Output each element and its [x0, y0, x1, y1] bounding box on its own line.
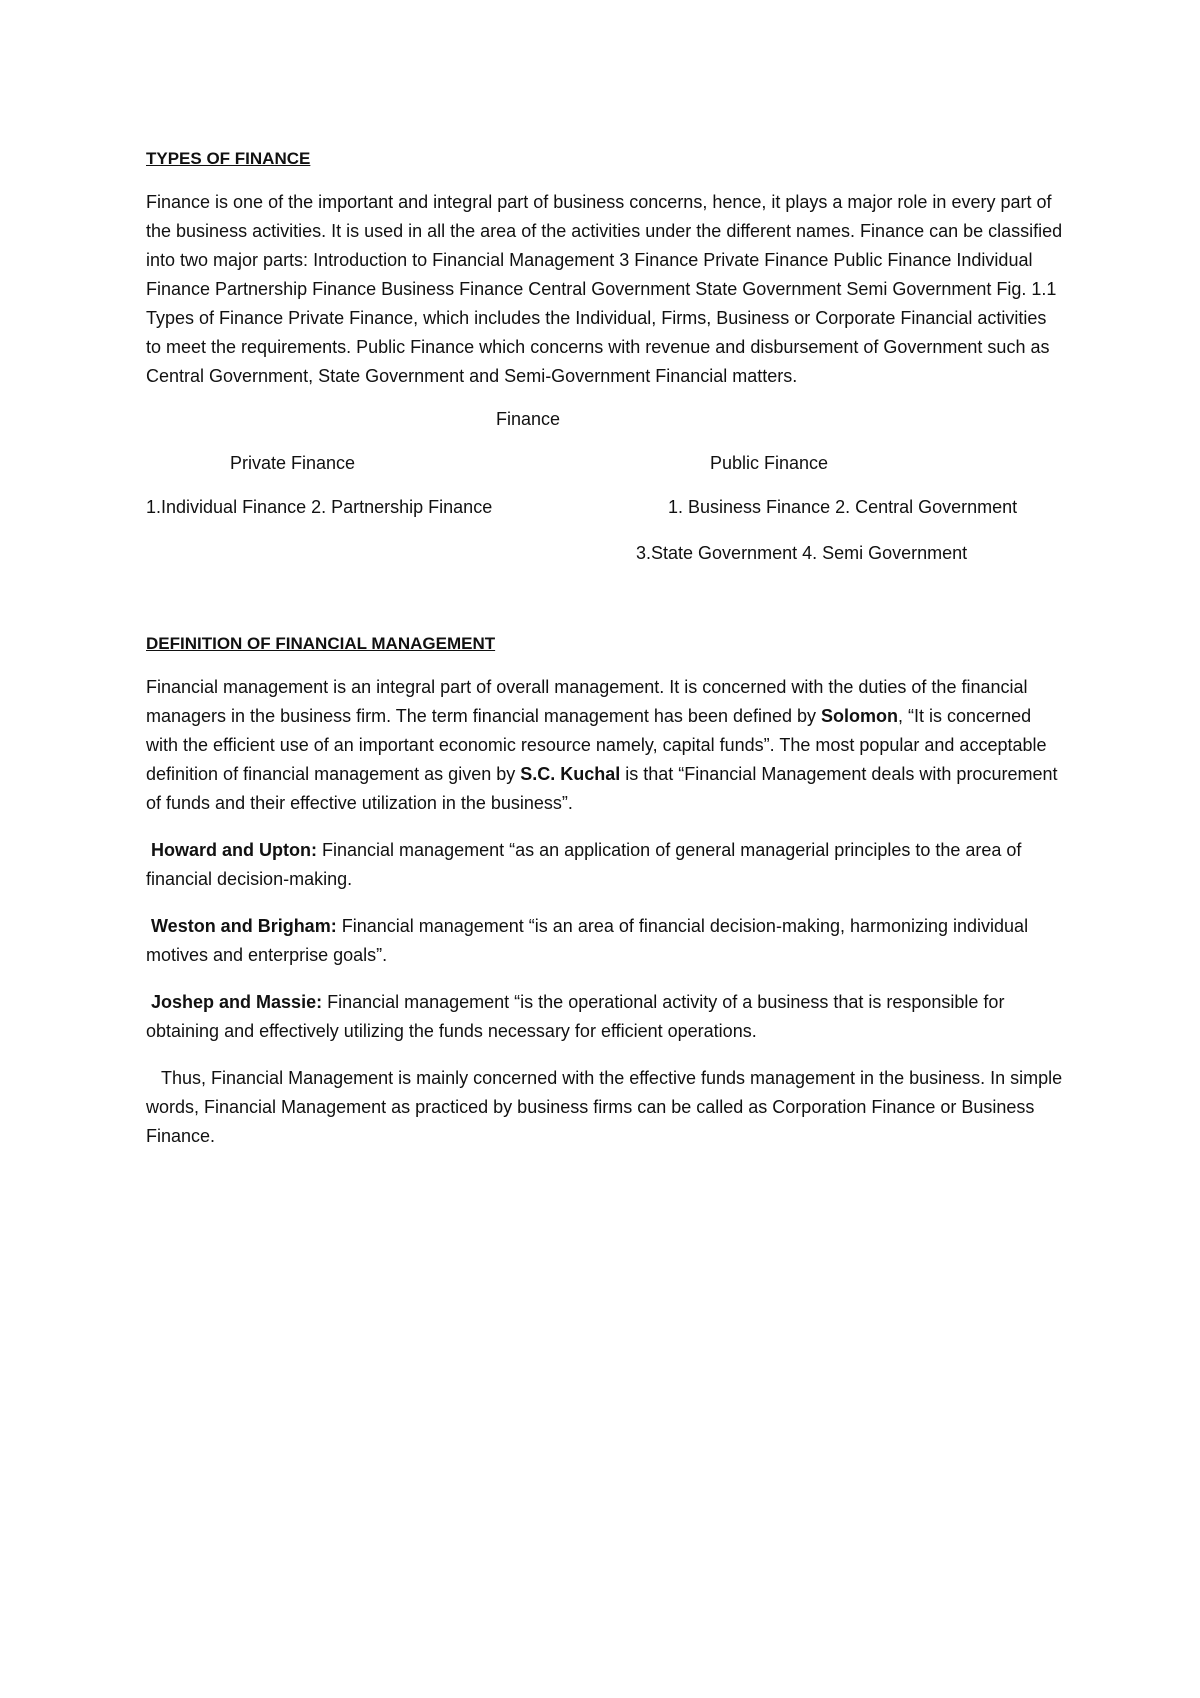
joshep-massie-text: Financial management “is the operational activity of a business that is responsible for obtaining and effectively utilizing the funds necessary for efficient operations. — [146, 992, 1005, 1041]
diagram-public-items-line1: 1. Business Finance 2. Central Government — [668, 497, 1018, 517]
document-content — [146, 146, 1066, 1151]
author-sc-kuchal: S.C. Kuchal — [520, 764, 621, 784]
types-of-finance-paragraph: Finance is one of the important and integral part of business concerns, hence, it plays a major role in every part of the business activities. It is used in all the area of the activities under the different names. Finance can be classified into two major parts: Introduction to Financial Management 3 Finance Private Finance Public Finance Individual Finance Partnership Finance Business Finance Central Government State Government Semi Government Fig. 1.1 Types of Finance Private Finance, which includes the Individual, Firms, Business or Corporate Financial activities to meet the requirements. Public Finance which concerns with revenue and disbursement of Government such as Central Government, State Government and Semi-Government Financial matters. — [146, 192, 1063, 386]
diagram-private-items: 1.Individual Finance 2. Partnership Finance — [146, 497, 493, 517]
definition-text-a: Financial management is an integral part of overall management. It is concerned with the duties of the financial managers in the business firm. The term financial management has been defined by — [146, 677, 1028, 726]
weston-brigham-text: Financial management “is an area of financial decision-making, harmonizing individual motives and enterprise goals”. — [146, 916, 1029, 965]
section-heading-definition: DEFINITION OF FINANCIAL MANAGEMENT — [146, 634, 496, 653]
definition-text-b: , “It is concerned with the efficient use of an important economic resource namely, capital funds”. The most popular and acceptable definition of financial management as given by — [146, 706, 1047, 784]
diagram-private-finance: Private Finance — [230, 453, 356, 473]
author-solomon: Solomon — [821, 706, 899, 726]
author-howard-upton: Howard and Upton: — [151, 840, 317, 860]
finance-classification-diagram — [146, 391, 1066, 631]
section-heading-types-of-finance: TYPES OF FINANCE — [146, 149, 311, 168]
definition-howard-upton — [146, 836, 1066, 894]
author-joshep-massie: Joshep and Massie: — [151, 992, 323, 1012]
diagram-public-finance: Public Finance — [710, 453, 829, 473]
author-weston-brigham: Weston and Brigham: — [151, 916, 337, 936]
conclusion-paragraph — [146, 1064, 1066, 1151]
howard-upton-text: Financial management “as an application of general managerial principles to the area of financial decision-making. — [146, 840, 1022, 889]
definition-weston-brigham — [146, 912, 1066, 970]
conclusion-text: Thus, Financial Management is mainly concerned with the effective funds management in the business. In simple words, Financial Management as practiced by business firms can be called as Corporation Finance or Business Finance. — [146, 1068, 1063, 1146]
definition-paragraph — [146, 673, 1066, 818]
diagram-root-finance: Finance — [496, 409, 561, 429]
diagram-public-items-line2: 3.State Government 4. Semi Government — [636, 543, 968, 563]
definition-joshep-massie — [146, 988, 1066, 1046]
definition-text-c: is that “Financial Management deals with procurement of funds and their effective utilization in the business”. — [146, 764, 1058, 813]
